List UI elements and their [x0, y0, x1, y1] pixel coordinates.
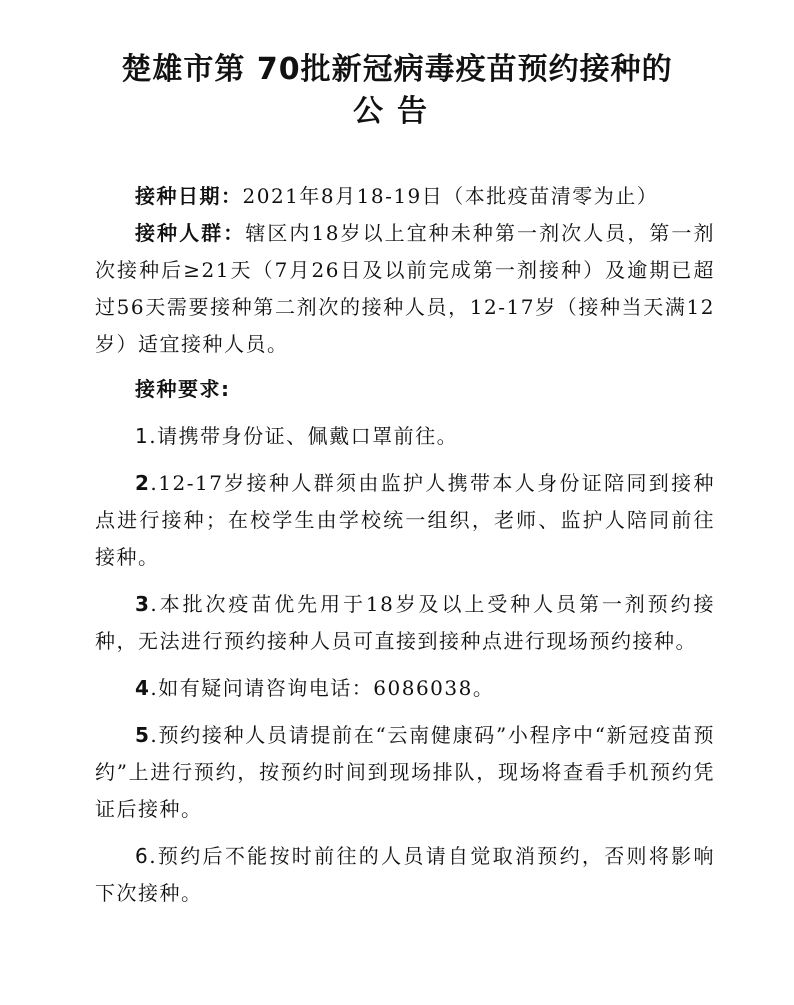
requirement-number: 6 — [135, 844, 150, 868]
requirement-number: 5 — [135, 723, 151, 747]
crowd-label: 接种人群： — [135, 221, 246, 245]
requirement-text: .请携带身份证、佩戴口罩前往。 — [149, 424, 459, 448]
date-label: 接种日期： — [135, 184, 243, 208]
requirement-text: .预约后不能按时前往的人员请自觉取消预约，否则将影响下次接种。 — [95, 844, 715, 905]
requirement-text: .如有疑问请咨询电话：6086038。 — [150, 676, 495, 700]
crowd-value: 辖区内18岁以上宜种未种第一剂次人员，第一剂次接种后≥21天（7月26日及以前完成第一剂接种）及逾期已超过56天需要接种第二剂次的接种人员，12-17岁（接种当天满12岁）适宜接种人员。 — [95, 221, 715, 356]
requirement-number: 4 — [135, 676, 151, 700]
requirements-label: 接种要求: — [135, 377, 231, 401]
requirement-item — [95, 465, 715, 576]
crowd-paragraph — [95, 215, 715, 363]
requirement-text: .本批次疫苗优先用于18岁及以上受种人员第一剂预约接种，无法进行预约接种人员可直接到接种点进行现场预约接种。 — [95, 592, 715, 653]
requirement-item — [95, 586, 715, 660]
requirement-number: 1 — [135, 424, 150, 448]
notice-body — [95, 178, 715, 912]
requirement-text: .预约接种人员请提前在“云南健康码”小程序中“新冠疫苗预约”上进行预约，按预约时间到现场排队，现场将查看手机预约凭证后接种。 — [95, 723, 715, 821]
date-paragraph — [95, 178, 715, 215]
requirement-number: 3 — [135, 592, 151, 616]
notice-subtitle: 公告 — [353, 94, 441, 129]
requirements-heading-paragraph — [95, 371, 715, 408]
requirement-item — [95, 717, 715, 828]
requirement-number: 2 — [135, 471, 151, 495]
notice-title: 楚雄市第 70批新冠病毒疫苗预约接种的 — [121, 52, 673, 87]
requirement-item — [95, 418, 715, 455]
date-value: 2021年8月18-19日（本批疫苗清零为止） — [242, 184, 659, 208]
requirement-item — [95, 838, 715, 912]
requirement-item — [95, 670, 715, 707]
requirement-text: .12-17岁接种人群须由监护人携带本人身份证陪同到接种点进行接种；在校学生由学校统一组织，老师、监护人陪同前往接种。 — [95, 471, 715, 569]
